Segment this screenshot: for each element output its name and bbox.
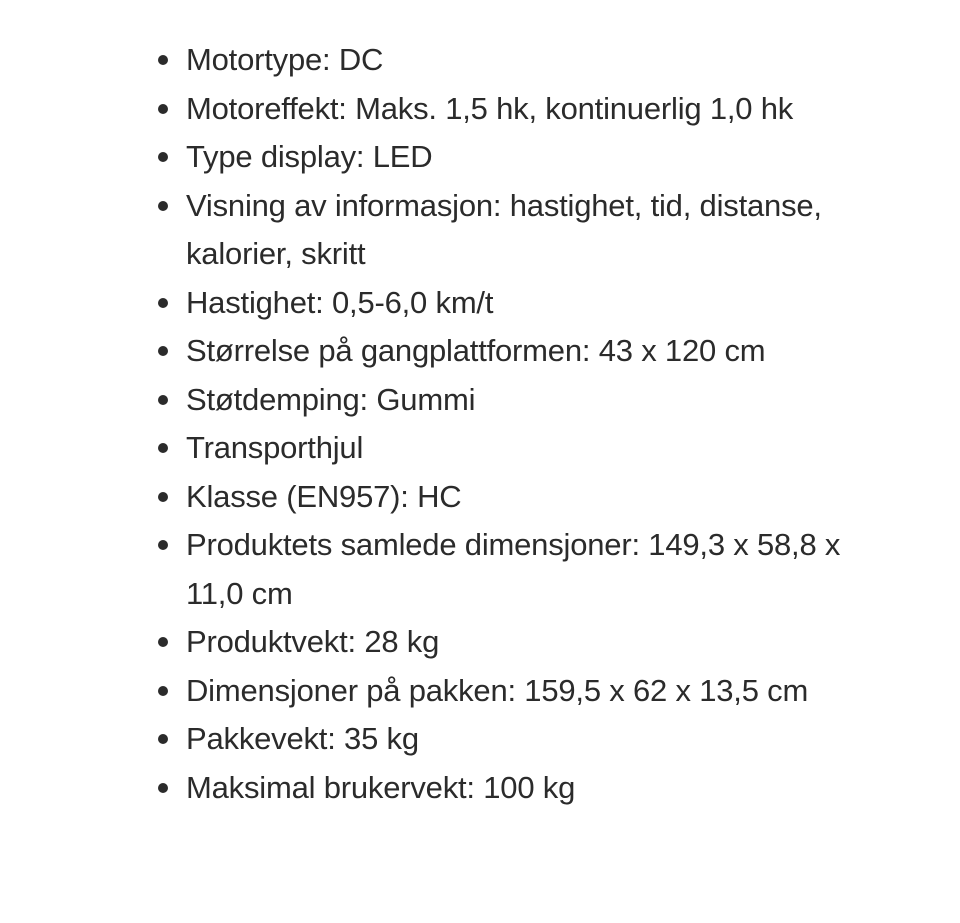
spec-item-text: Visning av informasjon: hastighet, tid, distanse, kalorier, skritt: [186, 187, 822, 271]
spec-item-type-display: [186, 133, 846, 182]
spec-item-klasse: [186, 473, 846, 522]
spec-item-text: Maksimal brukervekt: 100 kg: [186, 769, 576, 805]
spec-item-transporthjul: [186, 424, 846, 473]
spec-item-produktvekt: [186, 618, 846, 667]
spec-item-motortype: [186, 36, 846, 85]
spec-item-text: Støtdemping: Gummi: [186, 381, 476, 417]
bullet-icon: [158, 492, 168, 502]
spec-item-text: Motortype: DC: [186, 42, 384, 77]
spec-item-produkt-dimensjoner: [186, 521, 846, 618]
bullet-icon: [158, 637, 168, 647]
bullet-icon: [158, 104, 168, 114]
spec-item-text: Type display: LED: [186, 139, 433, 174]
spec-item-text: Produktvekt: 28 kg: [186, 624, 440, 659]
spec-item-gangplattform: [186, 327, 846, 376]
bullet-icon: [158, 201, 168, 211]
spec-item-text: Dimensjoner på pakken: 159,5 x 62 x 13,5 cm: [186, 672, 809, 708]
spec-item-stotdemping: [186, 376, 846, 425]
product-spec-list: [186, 36, 846, 812]
spec-item-text: Hastighet: 0,5-6,0 km/t: [186, 284, 494, 320]
bullet-icon: [158, 55, 168, 65]
spec-item-text: Pakkevekt: 35 kg: [186, 721, 419, 756]
bullet-icon: [158, 395, 168, 405]
bullet-icon: [158, 686, 168, 696]
spec-item-pakke-dimensjoner: [186, 667, 846, 716]
bullet-icon: [158, 346, 168, 356]
bullet-icon: [158, 298, 168, 308]
spec-item-maks-brukervekt: [186, 764, 846, 813]
spec-item-text: Transporthjul: [186, 430, 364, 465]
bullet-icon: [158, 734, 168, 744]
spec-item-pakkevekt: [186, 715, 846, 764]
spec-item-visning: [186, 182, 846, 279]
bullet-icon: [158, 152, 168, 162]
spec-item-text: Produktets samlede dimensjoner: 149,3 x 58,8 x 11,0 cm: [186, 527, 841, 611]
bullet-icon: [158, 783, 168, 793]
spec-item-text: Motoreffekt: Maks. 1,5 hk, kontinuerlig 1,0 hk: [186, 90, 794, 126]
spec-item-motoreffekt: [186, 85, 846, 134]
bullet-icon: [158, 540, 168, 550]
spec-item-text: Klasse (EN957): HC: [186, 478, 462, 514]
spec-item-hastighet: [186, 279, 846, 328]
spec-item-text: Størrelse på gangplattformen: 43 x 120 cm: [186, 333, 766, 368]
bullet-icon: [158, 443, 168, 453]
